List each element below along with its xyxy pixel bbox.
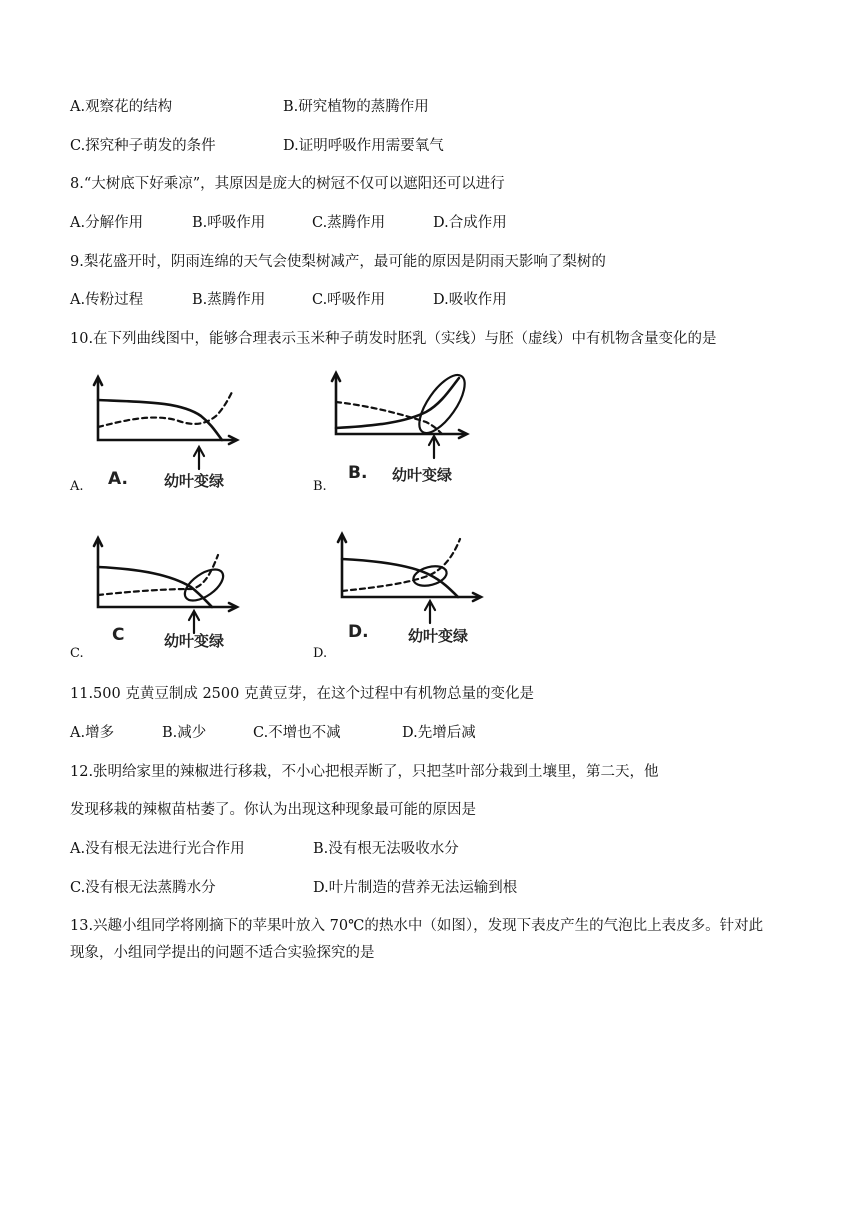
q12-stem-line1: 12.张明给家里的辣椒进行移栽，不小心把根弄断了，只把茎叶部分栽到土壤里，第二天，他 bbox=[70, 764, 659, 780]
q10-option-b-label[interactable]: B. bbox=[313, 479, 327, 494]
q12-option-b[interactable]: B.没有根无法吸收水分 bbox=[313, 841, 459, 857]
q10-graph-d-caption: 幼叶变绿 bbox=[408, 627, 469, 645]
q11-stem: 11.500 克黄豆制成 2500 克黄豆芽，在这个过程中有机物总量的变化是 bbox=[70, 686, 534, 702]
q9-option-b[interactable]: B.蒸腾作用 bbox=[192, 292, 266, 308]
q10-graph-a-letter: A. bbox=[108, 469, 128, 489]
q13-stem-line2: 现象，小组同学提出的问题不适合实验探究的是 bbox=[70, 945, 375, 961]
q9-stem: 9.梨花盛开时，阴雨连绵的天气会使梨树减产，最可能的原因是阴雨天影响了梨树的 bbox=[70, 254, 606, 270]
q10-graph-c bbox=[86, 533, 256, 658]
q8-option-c[interactable]: C.蒸腾作用 bbox=[312, 215, 386, 231]
q8-stem: 8.“大树底下好乘凉”，其原因是庞大的树冠不仅可以遮阳还可以进行 bbox=[70, 176, 505, 192]
q10-graph-b-caption: 幼叶变绿 bbox=[392, 466, 453, 484]
q10-option-a-label[interactable]: A. bbox=[70, 479, 84, 494]
q11-option-b[interactable]: B.减少 bbox=[162, 725, 207, 741]
q9-option-d[interactable]: D.吸收作用 bbox=[433, 292, 507, 308]
q7-option-a[interactable]: A.观察花的结构 bbox=[70, 99, 173, 115]
q10-graph-b bbox=[326, 366, 486, 491]
q10-option-c-label[interactable]: C. bbox=[70, 646, 84, 661]
q9-option-c[interactable]: C.呼吸作用 bbox=[312, 292, 386, 308]
q7-option-b[interactable]: B.研究植物的蒸腾作用 bbox=[283, 99, 429, 115]
q10-graph-c-caption: 幼叶变绿 bbox=[164, 632, 225, 650]
q8-option-a[interactable]: A.分解作用 bbox=[70, 215, 144, 231]
q10-option-d-label[interactable]: D. bbox=[313, 646, 328, 661]
q12-option-d[interactable]: D.叶片制造的营养无法运输到根 bbox=[313, 880, 518, 896]
q7-option-d[interactable]: D.证明呼吸作用需要氧气 bbox=[283, 138, 444, 154]
q13-stem-line1: 13.兴趣小组同学将刚摘下的苹果叶放入 70℃的热水中（如图），发现下表皮产生的气泡比上表皮多。针对此 bbox=[70, 918, 764, 934]
q11-option-d[interactable]: D.先增后减 bbox=[402, 725, 476, 741]
q10-graph-d bbox=[330, 529, 500, 654]
q10-graph-b-letter: B. bbox=[348, 463, 368, 483]
q8-option-d[interactable]: D.合成作用 bbox=[433, 215, 507, 231]
q10-graph-a bbox=[86, 372, 256, 497]
q11-option-c[interactable]: C.不增也不减 bbox=[253, 725, 341, 741]
q9-option-a[interactable]: A.传粉过程 bbox=[70, 292, 144, 308]
q12-stem-line2: 发现移栽的辣椒苗枯萎了。你认为出现这种现象最可能的原因是 bbox=[70, 802, 476, 818]
q11-option-a[interactable]: A.增多 bbox=[70, 725, 115, 741]
q10-graph-c-letter: C bbox=[112, 625, 125, 645]
q7-option-c[interactable]: C.探究种子萌发的条件 bbox=[70, 138, 216, 154]
q10-graph-a-caption: 幼叶变绿 bbox=[164, 472, 225, 490]
q12-option-c[interactable]: C.没有根无法蒸腾水分 bbox=[70, 880, 216, 896]
q10-graph-d-letter: D. bbox=[348, 622, 369, 642]
q12-option-a[interactable]: A.没有根无法进行光合作用 bbox=[70, 841, 245, 857]
q8-option-b[interactable]: B.呼吸作用 bbox=[192, 215, 266, 231]
q10-stem: 10.在下列曲线图中，能够合理表示玉米种子萌发时胚乳（实线）与胚（虚线）中有机物含量变化的是 bbox=[70, 331, 717, 347]
